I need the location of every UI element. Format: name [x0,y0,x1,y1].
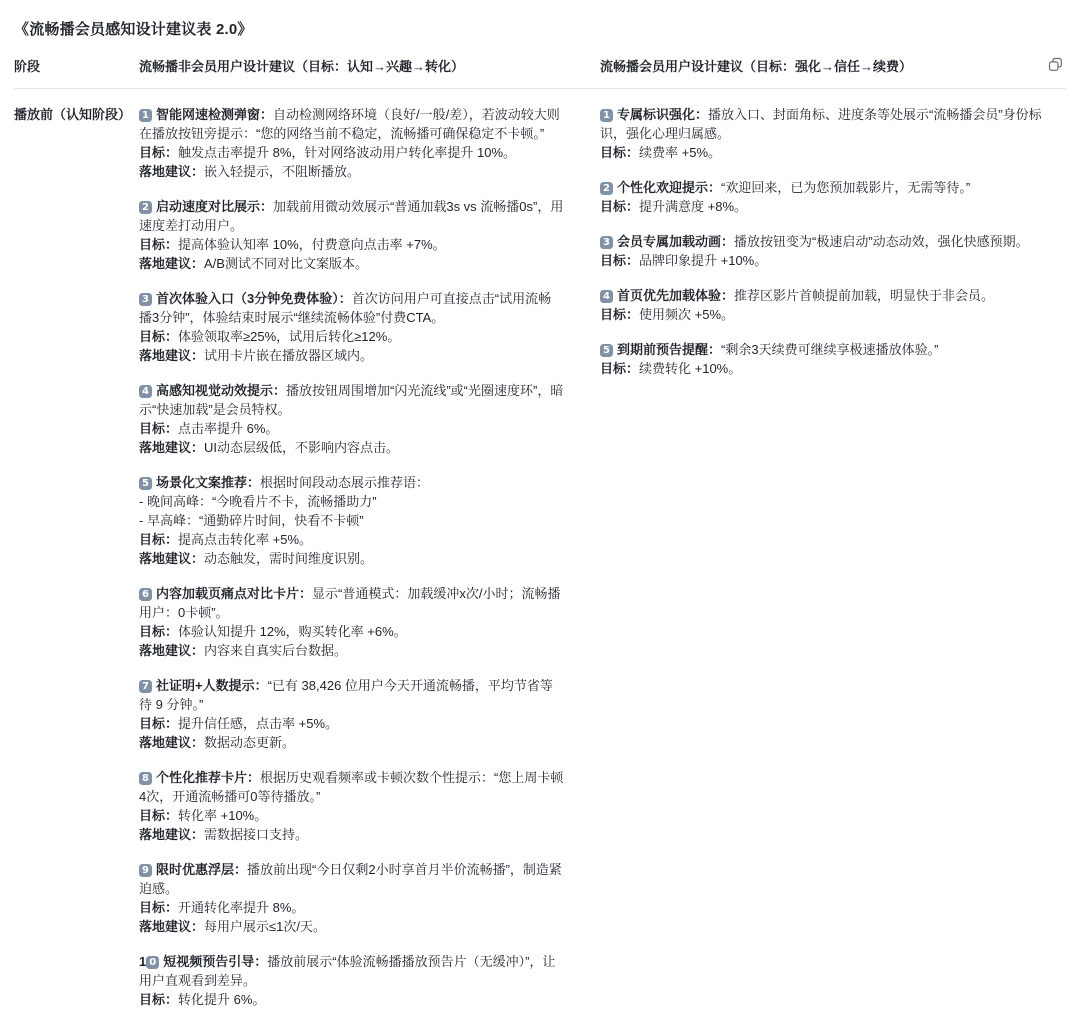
item-goal [600,197,1042,216]
item-advice [139,162,564,181]
advice-text: UI动态层级低，不影响内容点击。 [204,440,400,455]
item-headline [139,105,564,143]
item-goal [139,419,564,438]
suggestion-item [600,232,1042,270]
item-title [139,475,260,490]
goal-text: 续费率 +5%。 [639,145,722,160]
goal-label: 目标： [139,329,179,344]
goal-text: 转化率 +10%。 [178,808,268,823]
advice-label: 落地建议： [139,164,205,179]
keycap-number-icon: 1 [600,109,613,122]
scenario-bullet: - 晚间高峰：“今晚看片不卡，流畅播助力” [139,494,377,509]
column-header-member-wrap [600,58,1066,76]
item-title [600,180,721,195]
suggestion-item [139,676,564,752]
item-description: 推荐区影片首帧提前加载，明显快于非会员。 [734,288,995,303]
goal-text: 转化提升 6%。 [178,992,266,1007]
keycap-number-icon: 1 [139,109,152,122]
item-headline [139,381,564,419]
item-title [139,678,268,693]
column-header-stage: 阶段 [14,59,41,74]
column-header-non-member: 流畅播非会员用户设计建议（目标：认知→兴趣→转化） [139,59,465,74]
advice-text: 内容来自真实后台数据。 [204,643,348,658]
advice-label: 落地建议： [139,735,205,750]
keycap-number-icon: 9 [139,864,152,877]
suggestion-item [139,952,564,1009]
item-headline [139,584,564,622]
item-description: 根据时间段动态展示推荐语： [260,475,430,490]
copy-icon [1048,60,1063,75]
item-headline [139,289,564,327]
suggestion-item [139,289,564,365]
keycap-number-icon: 8 [139,772,152,785]
item-description: 显示“普通模式：加载缓冲x次/小时；流畅播用户：0卡顿”。 [139,586,561,620]
suggestion-item [139,381,564,457]
goal-label: 目标： [139,145,179,160]
goal-label: 目标： [139,237,179,252]
keycap-number-icon: 4 [600,290,613,303]
item-title [139,383,286,398]
table-header-row [14,58,1066,89]
advice-text: 动态触发，需时间维度识别。 [204,551,374,566]
keycap-number-icon: 3 [139,293,152,306]
item-advice [139,438,564,457]
goal-label: 目标： [139,624,179,639]
item-title-text: 短视频预告引导： [163,954,268,969]
item-description: 加载前用微动效展示“普通加载3s vs 流畅播0s”，用速度差打动用户。 [139,199,564,233]
keycap-number-icon: 6 [139,588,152,601]
goal-label: 目标： [600,253,640,268]
item-advice [139,825,564,844]
item-headline [139,473,564,492]
item-description: 播放按钮变为“极速启动”动态动效，强化快感预期。 [734,234,1029,249]
advice-label: 落地建议： [139,348,205,363]
item-number-prefix: 1 [139,954,147,969]
goal-text: 使用频次 +5%。 [639,307,735,322]
member-suggestions-cell [600,105,1066,1025]
keycap-number-icon: 0 [146,956,159,969]
goal-text: 续费转化 +10%。 [639,361,742,376]
advice-text: 数据动态更新。 [204,735,296,750]
goal-label: 目标： [139,421,179,436]
keycap-number-icon: 7 [139,680,152,693]
goal-text: 品牌印象提升 +10%。 [639,253,768,268]
item-headline [600,232,1042,251]
item-title-text: 场景化文案推荐： [156,475,261,490]
item-headline [600,286,1042,305]
goal-label: 目标： [600,307,640,322]
item-headline [139,952,564,990]
goal-text: 提高点击转化率 +5%。 [178,532,313,547]
advice-text: 嵌入轻提示，不阻断播放。 [204,164,361,179]
suggestion-item [139,473,564,568]
goal-label: 目标： [600,199,640,214]
item-headline [139,676,564,714]
non-member-suggestions-cell [139,105,600,1025]
advice-text: 需数据接口支持。 [204,827,309,842]
goal-text: 提升满意度 +8%。 [639,199,748,214]
item-advice [139,917,564,936]
goal-label: 目标： [139,900,179,915]
copy-button[interactable] [1047,56,1064,73]
goal-label: 目标： [139,992,179,1007]
item-description: 根据历史观看频率或卡顿次数个性提示：“您上周卡顿4次，开通流畅播可0等待播放。” [139,770,564,804]
goal-text: 体验认知提升 12%，购买转化率 +6%。 [178,624,407,639]
keycap-number-icon: 5 [600,344,613,357]
item-title-text: 内容加载页痛点对比卡片： [156,586,313,601]
suggestion-item [600,105,1042,162]
table-row [14,89,1066,1025]
advice-label: 落地建议： [139,440,205,455]
advice-text: 试用卡片嵌在播放器区域内。 [204,348,374,363]
item-goal [139,235,564,254]
item-title-text: 限时优惠浮层： [156,862,248,877]
item-description: 播放入口、封面角标、进度条等处展示“流畅播会员”身份标识，强化心理归属感。 [600,107,1042,141]
item-description: 首次访问用户可直接点击“试用流畅播3分钟”，体验结束时展示“继续流畅体验”付费CTA。 [139,291,552,325]
item-title-text: 首页优先加载体验： [617,288,735,303]
advice-label: 落地建议： [139,919,205,934]
column-header-member: 流畅播会员用户设计建议（目标：强化→信任→续费） [600,59,913,74]
item-goal [600,305,1042,324]
keycap-number-icon: 5 [139,477,152,490]
item-title [600,288,734,303]
suggestion-item [139,197,564,273]
item-description: “欢迎回来，已为您预加载影片，无需等待。” [721,180,971,195]
item-title [139,586,312,601]
goal-text: 提高体验认知率 10%，付费意向点击率 +7%。 [178,237,446,252]
item-goal [600,143,1042,162]
item-goal [139,327,564,346]
item-goal [600,359,1042,378]
item-description: “剩余3天续费可继续享极速播放体验。” [721,342,939,357]
item-title-text: 启动速度对比展示： [156,199,274,214]
item-title [600,234,734,249]
item-title-text: 会员专属加载动画： [617,234,735,249]
advice-text: A/B测试不同对比文案版本。 [204,256,368,271]
advice-text: 每用户展示≤1次/天。 [204,919,326,934]
page-title: 《流畅播会员感知设计建议表 2.0》 [14,21,253,38]
item-advice [139,733,564,752]
item-title-text: 个性化欢迎提示： [617,180,722,195]
item-advice [139,549,564,568]
item-goal [139,530,564,549]
item-title-text: 专属标识强化： [617,107,709,122]
goal-label: 目标： [139,532,179,547]
item-goal [139,898,564,917]
suggestion-item [139,860,564,936]
item-title [600,342,721,357]
item-title-text: 高感知视觉动效提示： [156,383,287,398]
advice-label: 落地建议： [139,643,205,658]
item-title-text: 个性化推荐卡片： [156,770,261,785]
item-description: “已有 38,426 位用户今天开通流畅播，平均节省等待 9 分钟。” [139,678,553,712]
item-headline [139,860,564,898]
scenario-bullet: - 早高峰：“通勤碎片时间，快看不卡顿” [139,513,364,528]
item-goal [600,251,1042,270]
item-title [139,291,352,306]
suggestion-item [139,768,564,844]
suggestion-item [139,105,564,181]
goal-text: 点击率提升 6%。 [178,421,279,436]
item-title [139,199,273,214]
suggestion-item [600,178,1042,216]
goal-text: 触发点击率提升 8%，针对网络波动用户转化率提升 10%。 [178,145,517,160]
item-headline [600,105,1042,143]
item-title [139,954,267,969]
suggestion-item [139,584,564,660]
item-title [139,862,247,877]
item-headline [139,768,564,806]
item-goal [139,806,564,825]
keycap-number-icon: 2 [600,182,613,195]
item-goal [139,714,564,733]
suggestion-item [600,340,1042,378]
item-headline [600,178,1042,197]
advice-label: 落地建议： [139,256,205,271]
item-goal [139,622,564,641]
keycap-number-icon: 3 [600,236,613,249]
item-description: 播放前展示“体验流畅播播放预告片（无缓冲）”，让用户直观看到差异。 [139,954,556,988]
item-description: 自动检测网络环境（良好/一般/差），若波动较大则在播放按钮旁提示：“您的网络当前不稳定，流畅播可确保稳定不卡顿。” [139,107,560,141]
item-title-text: 智能网速检测弹窗： [156,107,274,122]
item-advice [139,346,564,365]
advice-label: 落地建议： [139,551,205,566]
item-advice [139,641,564,660]
goal-label: 目标： [139,808,179,823]
item-title [139,770,260,785]
suggestions-table [14,58,1066,1025]
item-title [600,107,708,122]
item-goal [139,990,564,1009]
item-advice [139,254,564,273]
item-goal [139,143,564,162]
item-description: 播放前出现“今日仅剩2小时享首月半价流畅播”，制造紧迫感。 [139,862,562,896]
keycap-number-icon: 2 [139,201,152,214]
goal-label: 目标： [139,716,179,731]
item-title [139,107,273,122]
item-description: 播放按钮周围增加“闪光流线”或“光圈速度环”，暗示“快速加载”是会员特权。 [139,383,564,417]
goal-label: 目标： [600,361,640,376]
advice-label: 落地建议： [139,827,205,842]
goal-text: 开通转化率提升 8%。 [178,900,305,915]
item-title-text: 首次体验入口（3分钟免费体验）： [156,291,352,306]
keycap-number-icon: 4 [139,385,152,398]
goal-label: 目标： [600,145,640,160]
item-headline [139,197,564,235]
goal-text: 提升信任感，点击率 +5%。 [178,716,339,731]
item-title-text: 社证明+人数提示： [156,678,268,693]
item-title-text: 到期前预告提醒： [617,342,722,357]
suggestion-item [600,286,1042,324]
goal-text: 体验领取率≥25%，试用后转化≥12%。 [178,329,401,344]
stage-cell: 播放前（认知阶段） [14,107,132,122]
item-headline [600,340,1042,359]
